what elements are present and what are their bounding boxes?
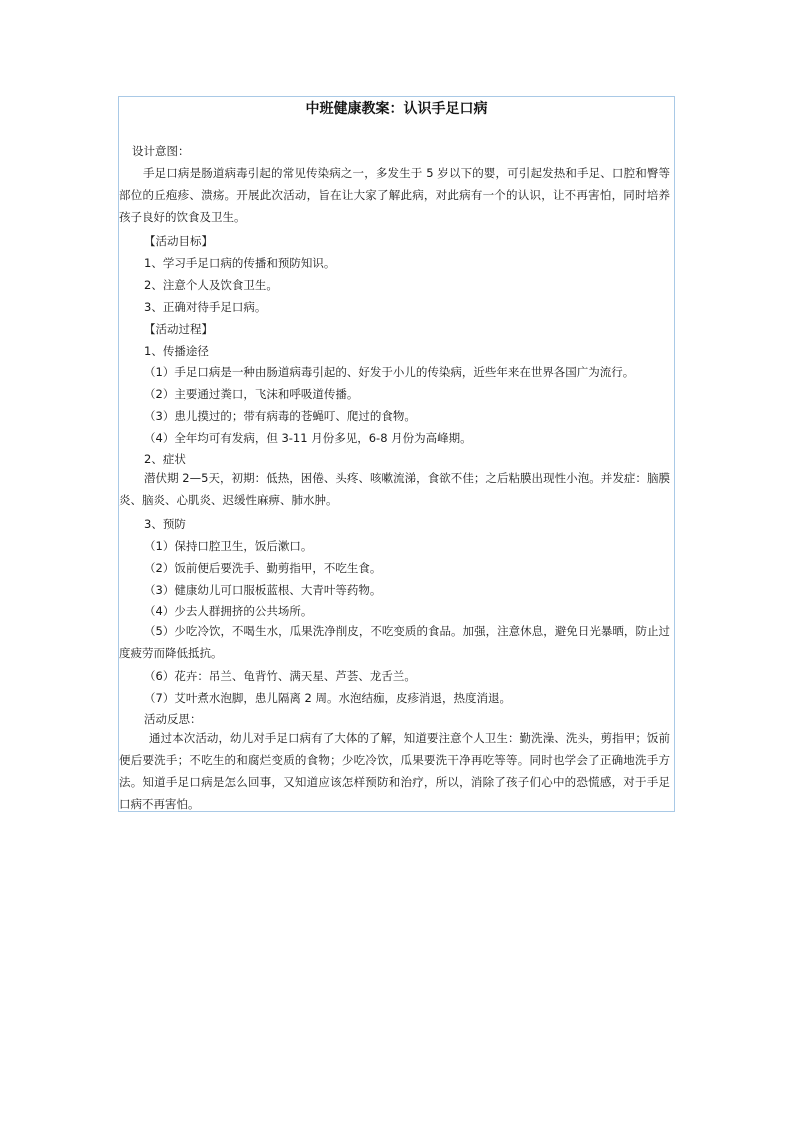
section-heading-symptoms: 2、症状 — [144, 452, 186, 466]
reflection-label: 活动反思： — [144, 712, 202, 726]
design-intent-text: 手足口病是肠道病毒引起的常见传染病之一，多发生于 5 岁以下的婴，可引起发热和手足、口腔和臀等部位的丘疱疹、溃疡。开展此次活动，旨在让大家了解此病，对此病有一个的认识，让不再害怕，同时培养孩子良好的饮食及卫生。 — [119, 166, 670, 224]
section-heading-prevention: 3、预防 — [144, 517, 186, 531]
design-intent-label: 设计意图： — [132, 144, 190, 158]
prevention-item: （6）花卉：吊兰、龟背竹、满天星、芦荟、龙舌兰。 — [144, 669, 416, 683]
goal-item: 3、正确对待手足口病。 — [144, 300, 267, 314]
transmission-item: （2）主要通过粪口，飞沫和呼吸道传播。 — [144, 387, 359, 401]
prevention-item: （4）少去人群拥挤的公共场所。 — [144, 604, 313, 618]
prevention-item-long: （5）少吃冷饮，不喝生水，瓜果洗净削皮，不吃变质的食品。加强，注意休息，避免日光暴晒，防止过度疲劳而降低抵抗。 — [119, 624, 670, 660]
section-heading-transmission: 1、传播途径 — [144, 344, 209, 358]
document-title: 中班健康教案：认识手足口病 — [305, 101, 488, 117]
goal-item: 1、学习手足口病的传播和预防知识。 — [144, 256, 336, 270]
prevention-item: （1）保持口腔卫生，饭后漱口。 — [144, 539, 313, 553]
reflection-text: 通过本次活动，幼儿对手足口病有了大体的了解，知道要注意个人卫生：勤洗澡、洗头，剪指甲；饭前便后要洗手；不吃生的和腐烂变质的食物；少吃冷饮，瓜果要洗干净再吃等等。同时也学会了正确地洗手方法。知道手足口病是怎么回事，又知道应该怎样预防和治疗，所以，消除了孩子们心中的恐慌感，对于手足口病不再害怕。 — [119, 731, 670, 811]
symptoms-text: 潜伏期 2—5天，初期：低热，困倦、头疼、咳嗽流涕，食欲不佳；之后粘膜出现性小泡。并发症：脑膜炎、脑炎、心肌炎、迟缓性麻痹、肺水肿。 — [119, 471, 670, 507]
process-heading: 【活动过程】 — [144, 322, 213, 336]
prevention-item: （3）健康幼儿可口服板蓝根、大青叶等药物。 — [144, 583, 382, 597]
goal-item: 2、注意个人及饮食卫生。 — [144, 278, 278, 292]
prevention-item: （7）艾叶煮水泡脚，患儿隔离 2 周。水泡结痂，皮疹消退，热度消退。 — [144, 691, 511, 705]
lesson-plan-document — [118, 96, 675, 812]
transmission-item: （4）全年均可有发病，但 3-11 月份多见，6-8 月份为高峰期。 — [144, 431, 472, 445]
goals-heading: 【活动目标】 — [144, 234, 213, 248]
prevention-item: （2）饭前便后要洗手、勤剪指甲，不吃生食。 — [144, 561, 382, 575]
transmission-item: （3）患儿摸过的；带有病毒的苍蝇叮、爬过的食物。 — [144, 409, 416, 423]
transmission-item: （1）手足口病是一种由肠道病毒引起的、好发于小儿的传染病，近些年来在世界各国广为流行。 — [144, 365, 635, 379]
